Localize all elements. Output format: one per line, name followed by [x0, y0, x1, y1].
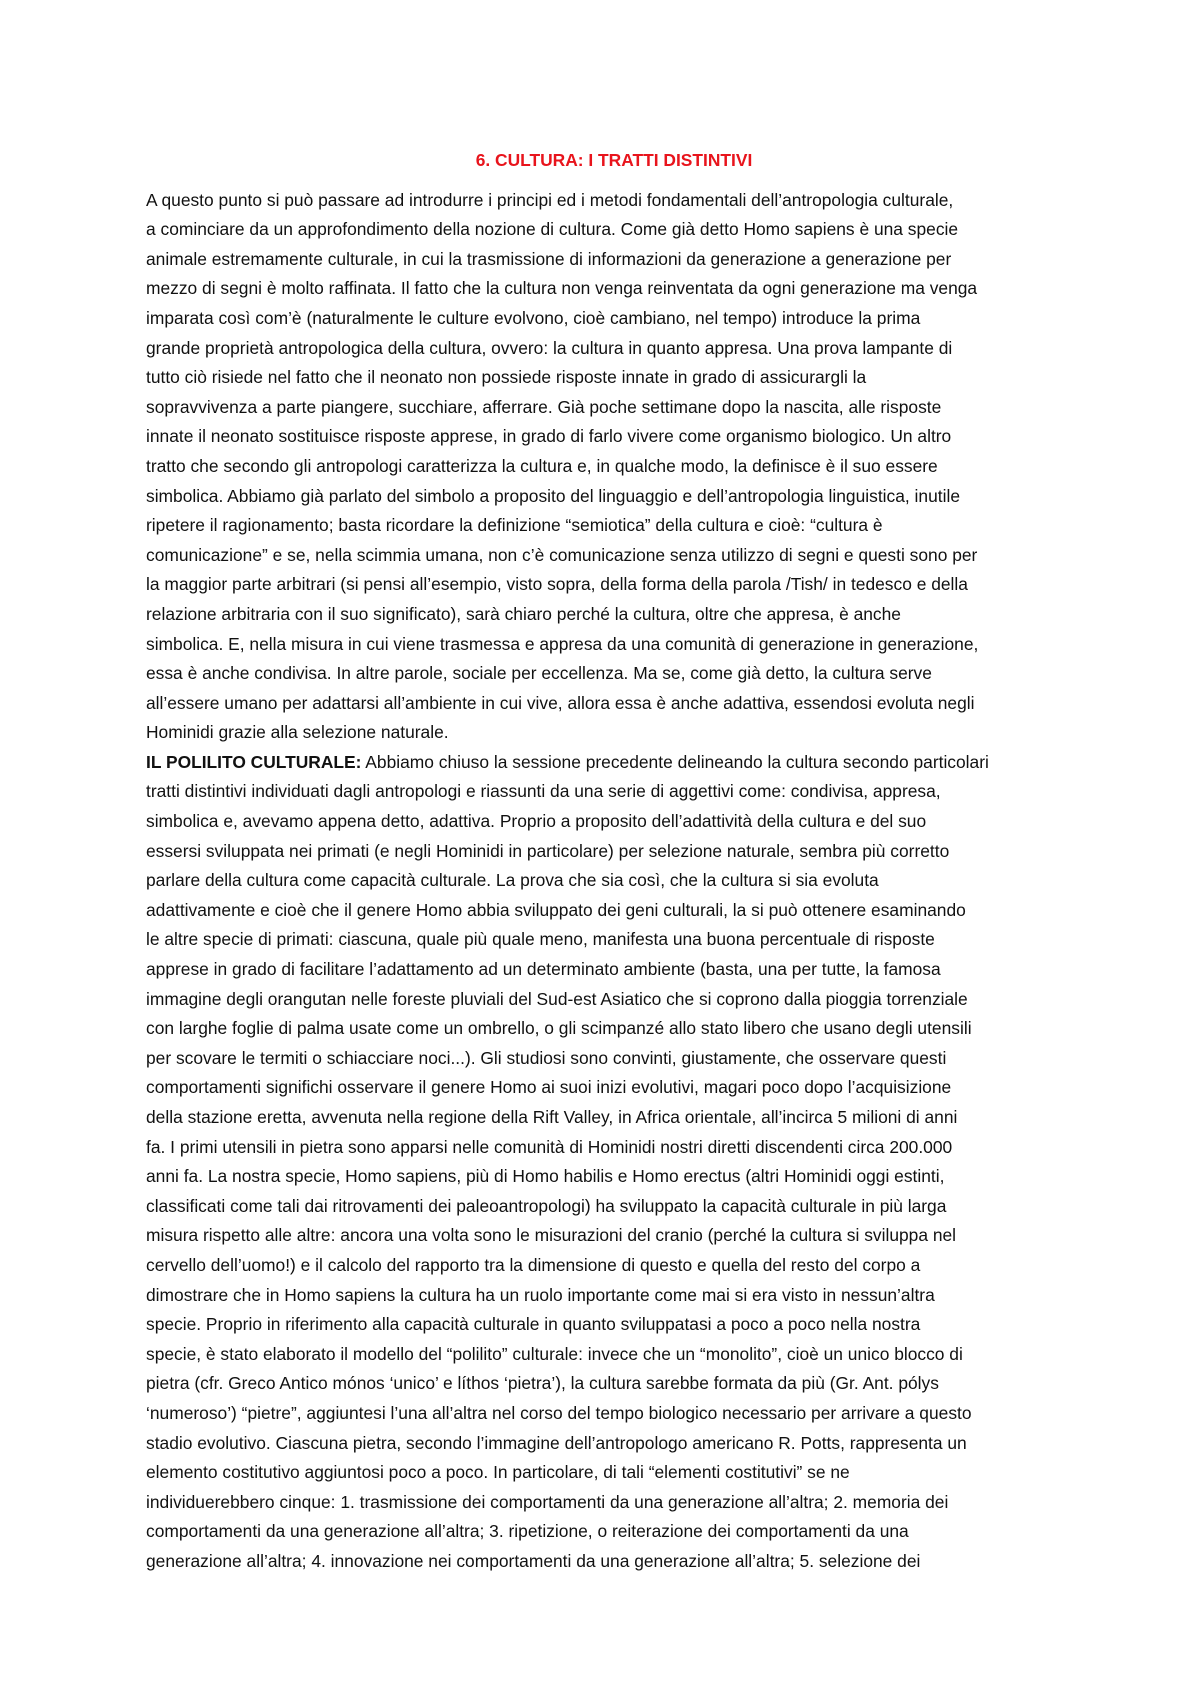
paragraph-line: comportamenti significhi osservare il genere Homo ai suoi inizi evolutivi, magari poco dopo l’acquisizione — [146, 1077, 952, 1098]
paragraph-line: animale estremamente culturale, in cui la trasmissione di informazioni da generazione a generazione per — [146, 248, 952, 269]
paragraph-line: simbolica. Abbiamo già parlato del simbolo a proposito del linguaggio e dell’antropologia linguistica, inutile — [146, 485, 960, 506]
paragraph-line: simbolica e, avevamo appena detto, adattiva. Proprio a proposito dell’adattività della cultura e del suo — [146, 811, 927, 832]
paragraph-line: classificati come tali dai ritrovamenti dei paleoantropologi) ha sviluppato la capacità culturale in più larga — [146, 1195, 947, 1216]
paragraph-lead-heading: IL POLILITO CULTURALE: — [146, 751, 362, 772]
paragraph-line: specie, è stato elaborato il modello del “polilito” culturale: invece che un “monolito”, cioè un unico blocco di — [146, 1343, 963, 1364]
paragraph-line: all’essere umano per adattarsi all’ambiente in cui vive, allora essa è anche adattiva, essendosi evoluta negli — [146, 692, 975, 713]
paragraph-line: imparata così com’è (naturalmente le culture evolvono, cioè cambiano, nel tempo) introduce la prima — [146, 307, 921, 328]
paragraph-line: tratti distintivi individuati dagli antropologi e riassunti da una serie di aggettivi come: condivisa, appresa, — [146, 781, 941, 802]
paragraph-line: essa è anche condivisa. In altre parole, sociale per eccellenza. Ma se, come già detto, la cultura serve — [146, 663, 932, 684]
paragraph-line: immagine degli orangutan nelle foreste pluviali del Sud-est Asiatico che si coprono dalla pioggia torrenziale — [146, 988, 968, 1009]
paragraph-line: a cominciare da un approfondimento della nozione di cultura. Come già detto Homo sapiens è una specie — [146, 219, 959, 240]
paragraph-line: le altre specie di primati: ciascuna, quale più quale meno, manifesta una buona percentuale di risposte — [146, 929, 935, 950]
document-body — [146, 146, 1082, 1577]
paragraph-line: sopravvivenza a parte piangere, succhiare, afferrare. Già poche settimane dopo la nascita, alle risposte — [146, 396, 942, 417]
paragraph-line: tratto che secondo gli antropologi caratterizza la cultura e, in qualche modo, la definisce è il suo essere — [146, 455, 938, 476]
paragraph-line: comportamenti da una generazione all’altra; 3. ripetizione, o reiterazione dei comportamenti da una — [146, 1521, 909, 1542]
paragraph-line: comunicazione” e se, nella scimmia umana, non c’è comunicazione senza utilizzo di segni e questi sono per — [146, 544, 978, 565]
paragraph-polilito — [146, 748, 1082, 1577]
paragraph-line: la maggior parte arbitrari (si pensi all’esempio, visto sopra, della forma della parola /Tish/ in tedesco e della — [146, 574, 968, 595]
paragraph-line: elemento costitutivo aggiuntosi poco a poco. In particolare, di tali “elementi costitutivi” se ne — [146, 1462, 850, 1483]
paragraph-line: parlare della cultura come capacità culturale. La prova che sia così, che la cultura si sia evoluta — [146, 870, 879, 891]
paragraph-line: anni fa. La nostra specie, Homo sapiens, più di Homo habilis e Homo erectus (altri Hominidi oggi estinti, — [146, 1166, 945, 1187]
paragraph-line — [146, 748, 1082, 778]
paragraph-line: grande proprietà antropologica della cultura, ovvero: la cultura in quanto appresa. Una prova lampante di — [146, 337, 953, 358]
paragraph-line: misura rispetto alle altre: ancora una volta sono le misurazioni del cranio (perché la cultura si sviluppa nel — [146, 1225, 957, 1246]
paragraph-line: ‘numeroso’) “pietre”, aggiuntesi l’una all’altra nel corso del tempo biologico necessario per arrivare a questo — [146, 1402, 972, 1423]
paragraph-culture-traits — [146, 186, 1082, 748]
paragraph-line: della stazione eretta, avvenuta nella regione della Rift Valley, in Africa orientale, all’incirca 5 milioni di anni — [146, 1107, 958, 1127]
paragraph-line: per scovare le termiti o schiacciare noci...). Gli studiosi sono convinti, giustamente, che osservare questi — [146, 1047, 947, 1068]
paragraph-line: cervello dell’uomo!) e il calcolo del rapporto tra la dimensione di questo e quella del resto del corpo a — [146, 1254, 921, 1275]
paragraph-line: ripetere il ragionamento; basta ricordare la definizione “semiotica” della cultura e cioè: “cultura è — [146, 515, 883, 536]
paragraph-line: adattivamente e cioè che il genere Homo abbia sviluppato dei geni culturali, la si può ottenere esaminando — [146, 899, 966, 920]
paragraph-line: apprese in grado di facilitare l’adattamento ad un determinato ambiente (basta, una per tutte, la famosa — [146, 959, 941, 980]
paragraph-line: essersi sviluppata nei primati (e negli Hominidi in particolare) per selezione naturale, sembra più corretto — [146, 840, 950, 861]
paragraph-line: stadio evolutivo. Ciascuna pietra, secondo l’immagine dell’antropologo americano R. Potts, rappresenta un — [146, 1432, 967, 1453]
paragraph-line: mezzo di segni è molto raffinata. Il fatto che la cultura non venga reinventata da ogni generazione ma venga — [146, 278, 978, 299]
paragraph-line: simbolica. E, nella misura in cui viene trasmessa e appresa da una comunità di generazione in generazione, — [146, 633, 979, 654]
paragraph-line: pietra (cfr. Greco Antico mónos ‘unico’ e líthos ‘pietra’), la cultura sarebbe formata da più (Gr. Ant. pólys — [146, 1373, 939, 1394]
paragraph-line: con larghe foglie di palma usate come un ombrello, o gli scimpanzé allo stato libero che usano degli utensili — [146, 1018, 972, 1039]
paragraph-line: specie. Proprio in riferimento alla capacità culturale in quanto sviluppatasi a poco a poco nella nostra — [146, 1314, 921, 1335]
paragraph-line: Hominidi grazie alla selezione naturale. — [146, 722, 449, 743]
paragraph-line: individuerebbero cinque: 1. trasmissione dei comportamenti da una generazione all’altra; 2. memoria dei — [146, 1491, 949, 1512]
paragraph-line: innate il neonato sostituisce risposte apprese, in grado di farlo vivere come organismo biologico. Un altro — [146, 426, 952, 447]
paragraph-line: fa. I primi utensili in pietra sono apparsi nelle comunità di Hominidi nostri diretti discendenti circa 200.000 — [146, 1136, 953, 1157]
paragraph-lead-text: Abbiamo chiuso la sessione precedente delineando la cultura secondo particolari — [361, 751, 989, 772]
paragraph-line: tutto ciò risiede nel fatto che il neonato non possiede risposte innate in grado di assicurargli la — [146, 367, 867, 388]
paragraph-line: relazione arbitraria con il suo significato), sarà chiaro perché la cultura, oltre che appresa, è anche — [146, 603, 901, 624]
paragraph-line: generazione all’altra; 4. innovazione nei comportamenti da una generazione all’altra; 5. selezione dei — [146, 1550, 921, 1571]
section-title: 6. CULTURA: I TRATTI DISTINTIVI — [475, 150, 753, 170]
paragraph-line: dimostrare che in Homo sapiens la cultura ha un ruolo importante come mai si era visto in nessun’altra — [146, 1284, 935, 1305]
paragraph-line: A questo punto si può passare ad introdurre i principi ed i metodi fondamentali dell’antropologia culturale, — [146, 189, 954, 210]
